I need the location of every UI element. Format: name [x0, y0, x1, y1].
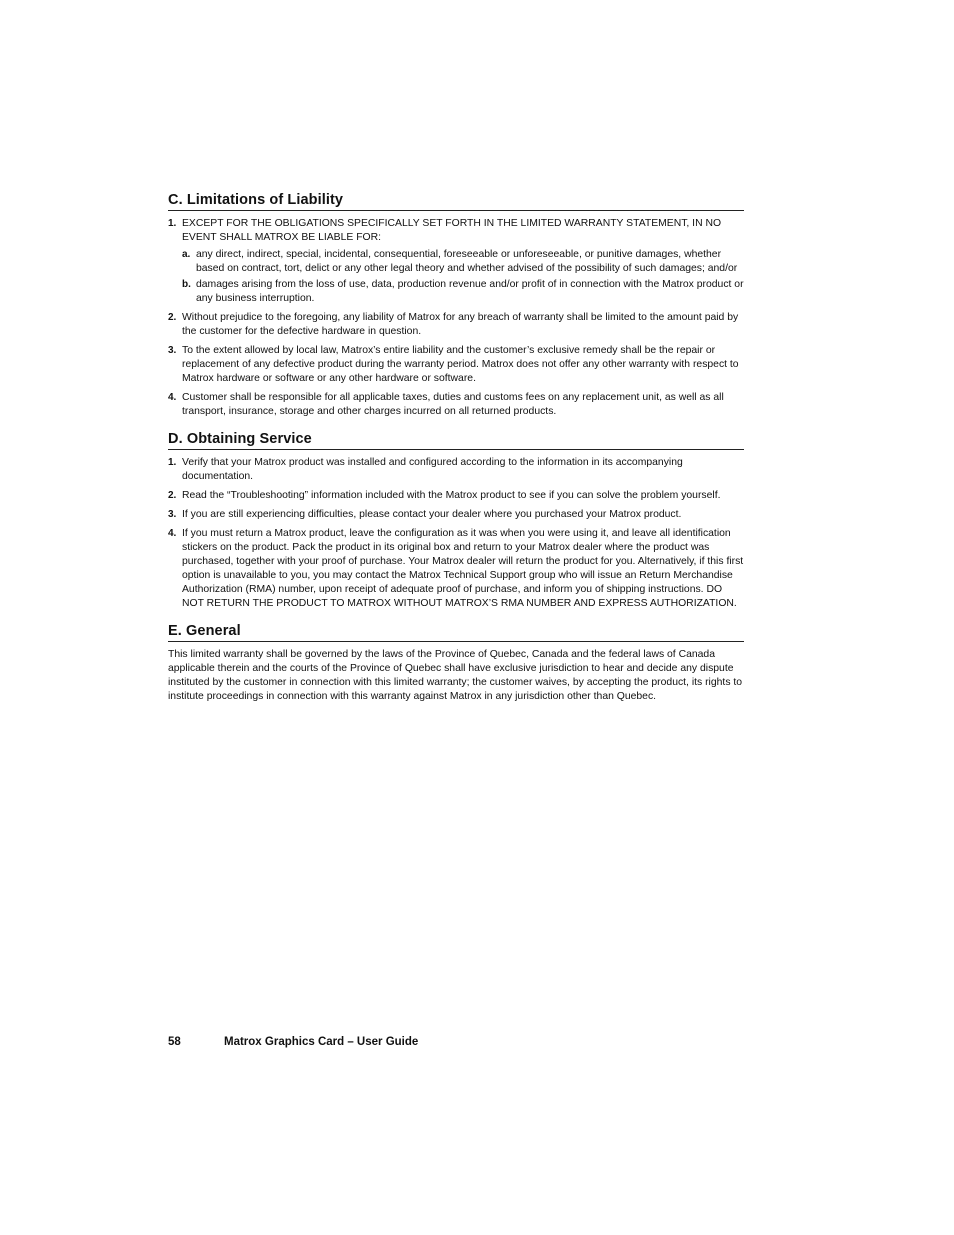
item-number: 2. [168, 490, 177, 501]
item-text: Customer shall be responsible for all applicable taxes, duties and customs fees on any replacement unit, as well as all transport, insurance, storage and other charges incurred on all returned products. [182, 392, 724, 417]
sub-item-text: any direct, indirect, special, incidental, consequential, foreseeable or unforeseeable, or punitive damages, whether based on contract, tort, delict or any other legal theory and whether advised of the possibility of such damages; and/or [196, 249, 738, 274]
item-number: 3. [168, 345, 177, 356]
item-number: 3. [168, 509, 177, 520]
sub-list-item [182, 248, 744, 276]
list-item [168, 456, 744, 484]
page-footer [168, 1036, 418, 1048]
page-number: 58 [168, 1036, 181, 1048]
section-heading: C. Limitations of Liability [168, 192, 744, 211]
section-heading: D. Obtaining Service [168, 431, 744, 450]
list-item [168, 527, 744, 611]
section-heading: E. General [168, 623, 744, 642]
item-text: If you must return a Matrox product, leave the configuration as it was when you were using it, and leave all identification stickers on the product. Pack the product in its original box and return to your Matrox dealer where the product was purchased, together with your proof of purchase. Your Matrox dealer will return the product for you. Alternatively, if this first option is unavailable to you, you may contact the Matrox Technical Support group who will issue an Return Merchandise Authorization (RMA) number, upon receipt of adequate proof of purchase, and inform you of shipping instructions. DO NOT RETURN THE PRODUCT TO MATROX WITHOUT MATROX’S RMA NUMBER AND EXPRESS AUTHORIZATION. [182, 528, 744, 609]
item-text: To the extent allowed by local law, Matrox’s entire liability and the customer’s exclusive remedy shall be the repair or replacement of any defective product during the warranty period. Matrox does not offer any other warranty with respect to Matrox hardware or software or any other hardware or software. [182, 345, 739, 384]
list-item [168, 508, 744, 522]
item-letter: b. [182, 279, 191, 290]
section-limitations-of-liability [168, 192, 744, 419]
section-general [168, 623, 744, 704]
item-letter: a. [182, 249, 191, 260]
item-number: 2. [168, 312, 177, 323]
numbered-list [168, 217, 744, 419]
list-item [168, 217, 744, 306]
item-number: 1. [168, 457, 177, 468]
item-text: EXCEPT FOR THE OBLIGATIONS SPECIFICALLY SET FORTH IN THE LIMITED WARRANTY STATEMENT, IN NO EVENT SHALL MATROX BE LIABLE FOR: [182, 218, 722, 243]
list-item [168, 391, 744, 419]
list-item [168, 311, 744, 339]
sub-item-text: damages arising from the loss of use, data, production revenue and/or profit of in connection with the Matrox product or any business interruption. [196, 279, 744, 304]
lettered-list [182, 248, 744, 306]
item-number: 1. [168, 218, 177, 229]
list-item [168, 344, 744, 386]
document-title: Matrox Graphics Card – User Guide [224, 1036, 419, 1048]
list-item [168, 489, 744, 503]
sub-list-item [182, 278, 744, 306]
item-text: Without prejudice to the foregoing, any liability of Matrox for any breach of warranty shall be limited to the amount paid by the customer for the defective hardware in question. [182, 312, 739, 337]
document-body [168, 192, 744, 716]
body-paragraph: This limited warranty shall be governed by the laws of the Province of Quebec, Canada and the federal laws of Canada applicable therein and the courts of the Province of Quebec shall have exclusive jurisdiction to hear and decide any dispute instituted by the customer in connection with this limited warranty; the customer waives, by accepting the product, its rights to institute proceedings in connection with this warranty against Matrox in any jurisdiction other than Quebec. [168, 649, 743, 702]
item-number: 4. [168, 528, 177, 539]
item-text: If you are still experiencing difficulties, please contact your dealer where you purchased your Matrox product. [182, 509, 682, 520]
item-text: Read the “Troubleshooting” information included with the Matrox product to see if you can solve the problem yourself. [182, 490, 721, 501]
item-text: Verify that your Matrox product was installed and configured according to the information in its accompanying documentation. [182, 457, 683, 482]
numbered-list [168, 456, 744, 611]
item-number: 4. [168, 392, 177, 403]
section-obtaining-service [168, 431, 744, 611]
